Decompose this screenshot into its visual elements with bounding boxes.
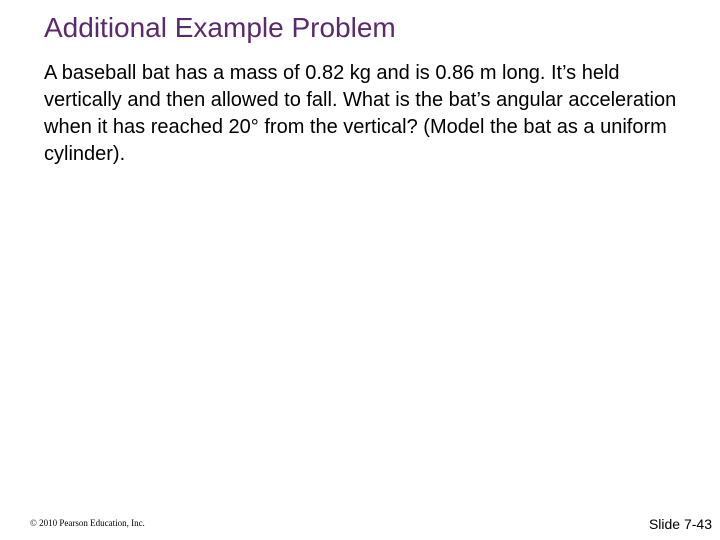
- slide-title: Additional Example Problem: [44, 12, 396, 43]
- copyright-notice: © 2010 Pearson Education, Inc.: [30, 518, 145, 528]
- problem-text: A baseball bat has a mass of 0.82 kg and is 0.86 m long. It’s held vertically and then allowed to fall. What is the bat’s angular acceleration when it has reached 20° from the vertical? (Model the bat as a uniform cylinder).: [44, 62, 677, 165]
- slide-number: Slide 7-43: [648, 516, 712, 532]
